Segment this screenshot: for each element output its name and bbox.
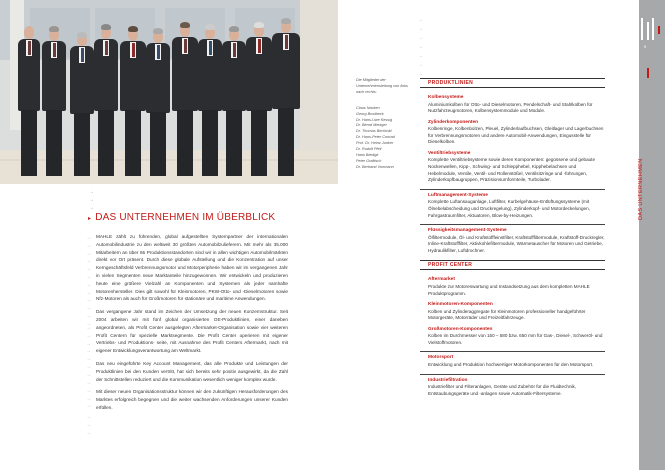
person: [146, 30, 170, 176]
caption-lead: Die Mitglieder der Unternehmensleitung von links nach rechts:: [356, 78, 408, 94]
name-item: Dr. Thomas Bechtold: [356, 129, 392, 134]
section-item: [428, 120, 605, 146]
section-item: [420, 351, 605, 368]
product-sections: [420, 78, 605, 402]
item-text: Komplette Ventiltriebsysteme sowie deren Komponenten: gegossene und gebaute Nockenwellen, Kipp-, Schwing- und Schlepphebel, Kipphebelachsen und Hebelmodule, Ventile, Ventil- und Rollenstößel, Ventilsitzringe und -führungen, Zylinderkopfbaugruppen, Präzisionsumformteile, Turbolader.: [428, 157, 596, 183]
section-item: [428, 277, 605, 297]
item-heading: Industriefiltration: [428, 377, 468, 383]
item-text: Ölfiltermodule, Öl- und Kraftstofffeinstfilter, Kraftstofffiltermodule, Kraftstoff-Druckregler, Inline-Kraftstofffilter, Aktivkohlefiltermodule, Wärmetauscher für Motoren und Getriebe, Hydraulikfilter, Luftdrochner.: [428, 234, 605, 253]
chapter-label: DAS UNTERNEHMEN: [638, 158, 644, 220]
person: [94, 26, 118, 176]
section-profit-center: [420, 260, 605, 397]
name-item: Claus Nacken: [356, 105, 380, 110]
item-heading: Kolbensysteme: [428, 95, 464, 100]
name-item: Dr. Hans-Uwe Kessig: [356, 117, 393, 122]
name-item: Dr. Hans-Peter Conrad: [356, 135, 395, 140]
person: [70, 34, 94, 176]
item-text: Entwicklung und Produktion hochwertiger Motorkomponenten für den Motorsport.: [428, 361, 594, 367]
bullet-marker-icon: ▸: [88, 216, 92, 222]
page-number: 9: [644, 44, 647, 49]
item-text: Kolbenringe, Kolbenbolzen, Pleuel, Zylinderlaufbuchsen, Gleitlager und Lagerbuchsen für Verbrennungsmotoren und andere Automobil-Anwendungen, Eingusstelle für Dieselkolben.: [428, 126, 604, 145]
item-heading: Flüssigkeitsmanagement-Systeme: [428, 228, 507, 234]
management-group-photo: [0, 0, 338, 184]
intro-paragraph: MAHLE zählt zu führenden, global aufgestellten Systempartner der internationalen Automobilindustrie zu den weltweit 30 größten Automobilzulieferern. Mit mehr als 35.000 Mitarbeitern an über 65 Produktionsstandorten sind wir in allen wichtigen Automobilmärkten direkt vor Ort präsent. Durch diese globale Aufstellung und die Konzentration auf unser Kerngeschäftsfeld Verbrennungsmotor und Motorperipherie haben wir im vergangenen Jahr in vielen Segmenten neue Marktanteile hinzugewonnen. Wir entwickeln und produzieren heute eine größere Vielzahl an Komponenten und Systemen als jeder namhafte Motorenhersteller. Dies gilt sowohl für Kleinmotoren, PKW-Otto- und -Dieselmotoren sowie Nfz-Motoren als auch für Großmotoren für stationäre und maritime Anwendungen.: [96, 234, 288, 302]
name-item: Peter Grafitsch: [356, 158, 382, 163]
item-text: Aluminiumkolben für Otto- und Dieselmotoren, Pendelschaft- und Stahlkolben für Nutzfahrzeugmotoren, Kolbensystemmodule und Module.: [428, 101, 593, 114]
section-item: [428, 327, 605, 347]
decorative-arrows: → → →: [89, 189, 94, 211]
section-produktlinien: [420, 78, 605, 254]
person: [172, 24, 198, 176]
item-heading: Motorsport: [428, 355, 454, 361]
intro-text: [96, 233, 288, 417]
item-heading: Luftmanagement-Systeme: [428, 192, 488, 198]
person: [42, 28, 66, 176]
item-text: Komplette Luftansauganlage, Luftfilter, Kurbelgehäuse-Entlüftungssysteme (mit Ölnebelabscheidung und Druckregelung), Zylinderkopf- und Motordeckelungen, Fahrgastraumfilter, Aktuatoren, Blow-by-Heizungen.: [428, 199, 590, 218]
section-item: [420, 189, 605, 219]
intro-paragraph: Mit dieser neuen Organisationsstruktur können wir den zukünftigen Herausforderungen des Marktes erfolgreich begegnen und die weiter wachsenden Anforderungen unserer Kunden erfüllen.: [96, 389, 288, 410]
person: [246, 24, 272, 176]
section-heading: PRODUKTLINIEN: [420, 78, 605, 88]
item-heading: Kleinmotoren-Komponenten: [428, 302, 493, 308]
intro-paragraph: Das vergangene Jahr stand im Zeichen der Umsetzung der neuen Konzernstruktur. Seit 2004 arbeiten wir mit fünf global organisierten OE-Produktlinien, einer daneben angeordneten, als Profit Center ausgelegten Aftermarket-Organisation sowie vier weiteren Profit Centern für spezielle Marktsegmente. Die Profit Center operieren mit eigener Vertriebs- und Produktions- seite, mit Ausnahme des Profit Centers Aftermarkt, nach mit eigener Entwicklungsverantwortung am Weltmarkt.: [96, 309, 288, 354]
person: [120, 28, 146, 176]
item-heading: Aftermarket: [428, 277, 455, 283]
photo-caption: [356, 78, 414, 171]
item-heading: Großmotoren-Komponenten: [428, 326, 493, 332]
page-title-text: DAS UNTERNEHMEN IM ÜBERBLICK: [95, 212, 276, 223]
name-item: Prof. Dr. Heinz Junker: [356, 141, 394, 146]
sidebar-strip: [626, 0, 639, 470]
name-item: Dr. Bertrand Vonmann: [356, 164, 394, 169]
person: [198, 26, 222, 176]
section-item: [428, 95, 605, 115]
name-item: Hans Biedigk: [356, 152, 379, 157]
section-item: [420, 224, 605, 254]
item-text: Kolben und Zylinderaggregate für Kleinmotoren professioneller handgeführter Motorgeräte, Motorräder und Freizeitfahrzeuge.: [428, 308, 586, 321]
name-item: Dr. Bernd Metzger: [356, 123, 387, 128]
person: [222, 28, 246, 176]
name-item: Georg Brodbeck: [356, 111, 384, 116]
paragraph-arrows: → → → →: [86, 380, 91, 410]
item-text: Kolben im Durchmesser von 150 – 580 bzw. 650 mm für Gas-, Diesel-, Schweröl- und Vielstoffmotoren.: [428, 333, 603, 345]
item-text: Produkte zur Motorenwartung und Instandsetzung aus dem kompletten MAHLE Produktprogramm.: [428, 283, 590, 296]
paragraph-arrows: → → →: [86, 414, 91, 436]
chapter-sidebar: [626, 0, 665, 470]
section-item: [428, 151, 605, 184]
name-item: Dr. Rudolf Pfeil: [356, 147, 382, 152]
section-item: [428, 302, 605, 322]
person: [18, 26, 40, 176]
item-heading: Ventiltriebsysteme: [428, 150, 471, 156]
intro-paragraph: Das neu eingeführte Key Account Management, das alle Produkte und Leistungen der Produktlinien bei den Kunden vertritt, hat sich bereits sehr positiv ausgewirkt, da die Zahl der Schnittstellen reduziert und die Kommunikation wesentlich weniger komplex wurde.: [96, 360, 288, 382]
person: [272, 20, 300, 176]
section-heading: PROFIT CENTER: [420, 260, 605, 270]
section-item: [420, 374, 605, 398]
item-heading: Zylinderkomponenten: [428, 119, 479, 125]
page-title: [88, 212, 275, 223]
paragraph-arrows: → → → → → → →: [86, 325, 91, 378]
paragraph-arrows: → → → → → → → → → → → →: [86, 235, 91, 327]
section-arrows: → → → → → → →: [418, 17, 423, 77]
item-text: Industriefilter und Filteranlagen, Geräte und Zubehör für die Fluidtechnik, Entstaubungsgeräte und -anlagen sowie Automatik-Filtersysteme.: [428, 384, 577, 396]
